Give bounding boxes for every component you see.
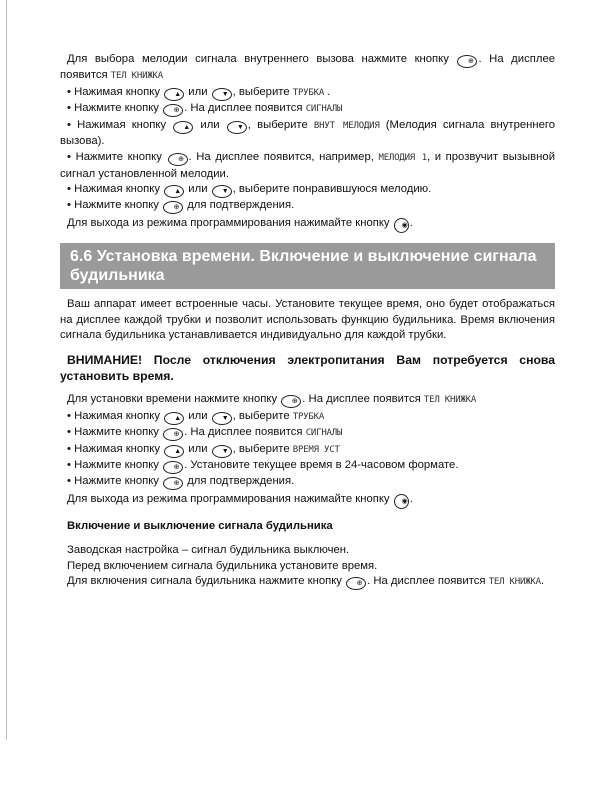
lcd-text: СИГНАЛЫ: [305, 104, 343, 115]
menu-button-icon: ⊕: [163, 477, 183, 490]
menu-button-icon: ⊕: [168, 153, 188, 166]
up-button-icon: ▲: [173, 121, 193, 134]
paragraph: Заводская настройка – сигнал будильника выключен.: [67, 543, 350, 556]
lcd-text: ТРУБКА: [292, 411, 325, 422]
menu-button-icon: ⊕: [281, 395, 301, 408]
list-item: • Нажмите кнопку ⊕ . На дисплее появится, например, МЕЛОДИЯ 1, и прозвучит вызывной сигнал установленной мелодии.: [60, 150, 556, 180]
up-button-icon: ▲: [164, 185, 184, 198]
paragraph: Для включения сигнала будильника нажмите кнопку ⊕ . На дисплее появится ТЕЛ КНИЖКА.: [60, 574, 555, 591]
document-body: [60, 52, 555, 591]
lcd-text: ТЕЛ КНИЖКА: [488, 577, 541, 588]
up-button-icon: ▲: [164, 88, 184, 101]
menu-button-icon: ⊕: [457, 55, 477, 68]
list-item: • Нажмите кнопку ⊕ . На дисплее появится СИГНАЛЫ: [60, 425, 555, 442]
menu-button-icon: ⊕: [163, 104, 183, 117]
paragraph: Ваш аппарат имеет встроенные часы. Установите текущее время, оно будет отображаться на дисплее каждой трубки и позволит использовать функцию будильника. Время включения сигнала будильника устанавливается индивидуально для каждой трубки.: [60, 298, 555, 342]
section-heading: 6.6 Установка времени. Включение и выключение сигнала будильника: [60, 243, 555, 289]
menu-button-icon: ⊕: [163, 428, 183, 441]
subheading: Включение и выключение сигнала будильника: [67, 520, 333, 533]
list-item: • Нажимая кнопку ▲ или ▼ , выберите ТРУБКА: [60, 409, 555, 426]
list-item: • Нажимая кнопку ▲ или ▼ , выберите понравившуюся мелодию.: [60, 182, 555, 198]
menu-button-icon: ⊕: [346, 577, 366, 590]
list-item: • Нажимая кнопку ▲ или ▼ , выберите ВНУТ МЕЛОДИЯ (Мелодия сигнала внутреннего вызова).: [60, 118, 556, 148]
lcd-text: МЕЛОДИЯ 1: [378, 152, 427, 163]
lcd-text: СИГНАЛЫ: [305, 428, 343, 439]
exit-button-icon: ◉: [394, 494, 409, 509]
up-button-icon: ▲: [164, 445, 184, 458]
lcd-text: ТЕЛ КНИЖКА: [110, 71, 163, 81]
lcd-text: ВРЕМЯ УСТ: [292, 444, 340, 455]
paragraph: Для выбора мелодии сигнала внутреннего вызова нажмите кнопку ⊕ . На дисплее появится ТЕЛ КНИЖКА: [60, 53, 556, 81]
page-margin-line: [6, 0, 7, 740]
down-button-icon: ▼: [212, 445, 232, 458]
paragraph: Перед включением сигнала будильника установите время.: [67, 559, 378, 572]
paragraph: Для выхода из режима программирования нажимайте кнопку ◉ .: [60, 492, 555, 509]
down-button-icon: ▼: [212, 412, 232, 425]
lcd-text: ТРУБКА: [292, 87, 325, 98]
up-button-icon: ▲: [164, 412, 184, 425]
down-button-icon: ▼: [212, 185, 232, 198]
lcd-text: ТЕЛ КНИЖКА: [423, 394, 477, 405]
exit-button-icon: ◉: [394, 218, 409, 233]
down-button-icon: ▼: [227, 121, 247, 134]
list-item: • Нажмите кнопку ⊕ . Установите текущее время в 24-часовом формате.: [60, 458, 555, 474]
lcd-text: ВНУТ МЕЛОДИЯ: [313, 120, 380, 131]
list-item: • Нажмите кнопку ⊕ для подтверждения.: [60, 474, 555, 490]
warning-text: ВНИМАНИЕ! После отключения электропитания Вам потребуется снова установить время.: [60, 352, 555, 383]
paragraph: Для выхода из режима программирования нажимайте кнопку ◉ .: [60, 216, 555, 233]
list-item: • Нажмите кнопку ⊕ . На дисплее появится СИГНАЛЫ: [60, 101, 555, 118]
down-button-icon: ▼: [212, 88, 232, 101]
paragraph: Для установки времени нажмите кнопку ⊕ . На дисплее появится ТЕЛ КНИЖКА: [60, 392, 555, 409]
list-item: • Нажимая кнопку ▲ или ▼ , выберите ВРЕМЯ УСТ: [60, 442, 555, 459]
list-item: • Нажимая кнопку ▲ или ▼ , выберите ТРУБКА .: [60, 85, 555, 102]
menu-button-icon: ⊕: [163, 461, 183, 474]
list-item: • Нажмите кнопку ⊕ для подтверждения.: [60, 198, 555, 214]
menu-button-icon: ⊕: [163, 201, 183, 214]
